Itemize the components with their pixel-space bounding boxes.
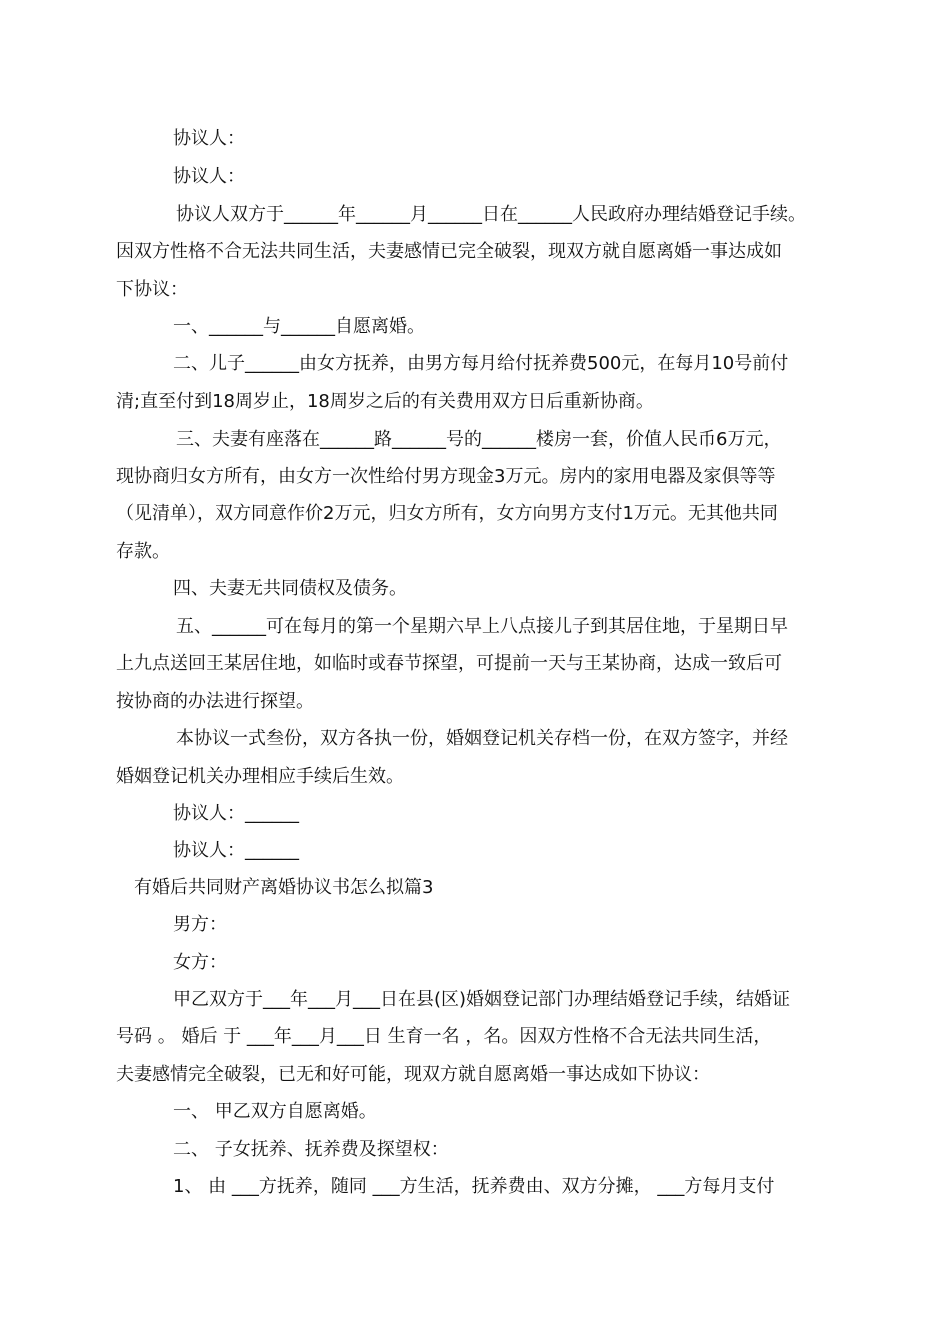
- signature-line: 协议人：______: [173, 840, 299, 861]
- text-line: （见清单），双方同意作价2万元，归女方所有，女方向男方支付1万元。无其他共同: [116, 503, 778, 524]
- text-line: 协议人双方于______年______月______日在______人民政府办理结婚登记手续。: [176, 204, 806, 225]
- text-line: 二、儿子______由女方抚养，由男方每月给付抚养费500元，在每月10号前付: [173, 353, 789, 374]
- section-title: 有婚后共同财产离婚协议书怎么拟篇3: [134, 877, 434, 898]
- text-line: 一、 甲乙双方自愿离婚。: [173, 1101, 377, 1122]
- text-line: 男方：: [173, 914, 227, 935]
- text-line: 协议人：: [173, 166, 245, 187]
- text-line: 协议人：: [173, 128, 245, 149]
- text-line: 女方：: [173, 952, 227, 973]
- text-line: 甲乙双方于___年___月___日在县(区)婚姻登记部门办理结婚登记手续，结婚证: [173, 989, 791, 1010]
- text-line: 一、______与______自愿离婚。: [173, 316, 425, 337]
- text-line: 现协商归女方所有，由女方一次性给付男方现金3万元。房内的家用电器及家俱等等: [116, 466, 776, 487]
- signature-line: 协议人：______: [173, 803, 299, 824]
- text-line: 因双方性格不合无法共同生活，夫妻感情已完全破裂，现双方就自愿离婚一事达成如: [116, 241, 782, 262]
- text-line: 二、 子女抚养、抚养费及探望权：: [173, 1139, 449, 1160]
- text-line: 四、夫妻无共同债权及债务。: [173, 578, 407, 599]
- text-line: 下协议：: [116, 279, 188, 300]
- text-line: 号码 。 婚后 于 ___年___月___日 生育一名 ，名。因双方性格不合无法共同生活，: [116, 1026, 772, 1047]
- text-line: 婚姻登记机关办理相应手续后生效。: [116, 766, 404, 787]
- text-line: 存款。: [116, 541, 170, 562]
- text-line: 按协商的办法进行探望。: [116, 691, 314, 712]
- text-line: 夫妻感情完全破裂，已无和好可能，现双方就自愿离婚一事达成如下协议：: [116, 1064, 710, 1085]
- text-line: 本协议一式叁份，双方各执一份，婚姻登记机关存档一份，在双方签字，并经: [176, 728, 788, 749]
- text-line: 清;直至付到18周岁止，18周岁之后的有关费用双方日后重新协商。: [116, 391, 654, 412]
- text-line: 上九点送回王某居住地，如临时或春节探望，可提前一天与王某协商，达成一致后可: [116, 653, 782, 674]
- text-line: 1、 由 ___方抚养，随同 ___方生活，抚养费由、双方分摊， ___方每月支付: [173, 1176, 775, 1197]
- text-line: 五、______可在每月的第一个星期六早上八点接儿子到其居住地，于星期日早: [176, 616, 788, 637]
- text-line: 三、夫妻有座落在______路______号的______楼房一套，价值人民币6万元，: [176, 429, 782, 450]
